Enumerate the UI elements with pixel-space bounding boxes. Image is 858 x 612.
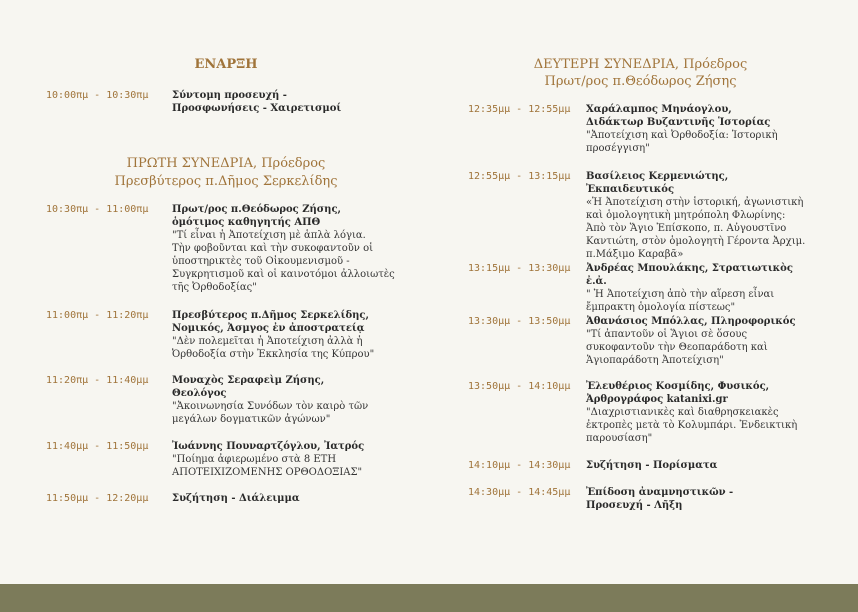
row-time: 11:40μμ - 11:50μμ bbox=[46, 441, 149, 452]
row-content bbox=[586, 315, 812, 367]
talk-line: Καντιώτη, στὸν ὁμολογητὴ Γέροντα Ἀρχιμ. bbox=[586, 236, 806, 247]
row-content bbox=[172, 440, 404, 479]
opening-heading: ΕΝΑΡΞΗ bbox=[194, 57, 258, 72]
row-content bbox=[172, 309, 404, 361]
row-time: 10:30πμ - 11:00πμ bbox=[46, 204, 149, 215]
speaker-line: Ἀνδρέας Μπουλάκης, Στρατιωτικὸς ἐ.ἀ. bbox=[586, 263, 793, 287]
talk-line: "Δὲν πολεμεῖται ἡ Ἀποτείχιση ἀλλὰ ἡ bbox=[172, 336, 363, 347]
row-content bbox=[586, 170, 812, 261]
row-time: 11:00πμ - 11:20πμ bbox=[46, 310, 149, 321]
row-time: 12:35μμ - 12:55μμ bbox=[468, 104, 571, 115]
talk-line: "Ἀποτείχιση καὶ Ὀρθοδοξία: Ἱστορικὴ bbox=[586, 130, 778, 141]
talk-line: "Τί ἀπαντοῦν οἱ Ἅγιοι σὲ ὅσους bbox=[586, 329, 748, 340]
row-time: 14:30μμ - 14:45μμ bbox=[468, 487, 571, 498]
row-time: 12:55μμ - 13:15μμ bbox=[468, 171, 571, 182]
footer-bar bbox=[0, 584, 858, 612]
speaker-line: Χαράλαμπος Μηνάογλου, bbox=[586, 104, 732, 115]
session2-heading-line-1: ΔΕΥΤΕΡΗ ΣΥΝΕΔΡΙΑ, Πρόεδρος bbox=[533, 57, 748, 72]
talk-line: "Τί εἶναι ἡ Ἀποτείχιση μὲ ἁπλὰ λόγια. bbox=[172, 230, 366, 241]
speaker-line: Ἰωάννης Πουναρτζόγλου, Ἰατρός bbox=[172, 441, 365, 452]
row-time: 14:10μμ - 14:30μμ bbox=[468, 460, 571, 471]
opening-time: 10:00πμ - 10:30πμ bbox=[46, 90, 149, 101]
speaker-line: Μοναχὸς Σεραφεὶμ Ζήσης, bbox=[172, 375, 325, 386]
talk-line: ὑποστηρικτὲς τοῦ Οἰκουμενισμοῦ - bbox=[172, 256, 350, 267]
session1-heading-line-2: Πρεσβύτερος π.Δῆμος Σερκελίδης bbox=[114, 174, 338, 189]
speaker-line: Πρεσβύτερος π.Δῆμος Σερκελίδης, bbox=[172, 310, 369, 321]
speaker-line: Συζήτηση - Πορίσματα bbox=[586, 460, 718, 471]
row-time: 11:50μμ - 12:20μμ bbox=[46, 493, 149, 504]
row-content bbox=[172, 203, 404, 294]
speaker-line: Ἐλευθέριος Κοσμίδης, Φυσικός, bbox=[586, 381, 770, 392]
speaker-line: Διδάκτωρ Βυζαντινῆς Ἱστορίας bbox=[586, 117, 771, 128]
talk-line: Ἁγιοπαράδοτη Ἀποτείχιση" bbox=[586, 355, 724, 366]
talk-line: Συγκρητισμοῦ καὶ οἱ καινοτόμοι ἀλλοιωτὲς bbox=[172, 269, 395, 280]
row-content bbox=[586, 262, 812, 314]
talk-line: παρουσίαση" bbox=[586, 433, 653, 444]
speaker-line: Προσευχή - Λῆξη bbox=[586, 500, 683, 511]
talk-line: συκοφαντοῦν τὴν Θεοπαράδοτη καὶ bbox=[586, 342, 768, 353]
row-content bbox=[586, 380, 812, 445]
speaker-line: Ἀθανάσιος Μπόλλας, Πληροφορικός bbox=[586, 316, 796, 327]
talk-line: ἔμπρακτη ὁμολογία πίστεως" bbox=[586, 302, 736, 313]
talk-line: ΑΠΟΤΕΙΧΙΖΟΜΕΝΗΣ ΟΡΘΟΔΟΞΙΑΣ" bbox=[172, 467, 363, 478]
speaker-line: Πρωτ/ρος π.Θεόδωρος Ζήσης, bbox=[172, 204, 342, 215]
row-content bbox=[172, 374, 404, 426]
speaker-line: Βασίλειος Κερμενιώτης, Ἐκπαιδευτικός bbox=[586, 171, 729, 195]
talk-line: προσέγγιση" bbox=[586, 143, 650, 154]
talk-line: μεγάλων δογματικῶν ἀγώνων" bbox=[172, 414, 331, 425]
session2-heading-line-2: Πρωτ/ρος π.Θεόδωρος Ζήσης bbox=[544, 74, 737, 89]
talk-line: Τὴν φοβοῦνται καὶ τὴν συκοφαντοῦν οἱ bbox=[172, 243, 374, 254]
talk-line: Ὀρθοδοξία στὴν Ἐκκλησία της Κύπρου" bbox=[172, 349, 375, 360]
row-content bbox=[172, 492, 404, 505]
opening-line-1: Σύντομη προσευχή - bbox=[172, 90, 287, 101]
speaker-line: Νομικός, Ἀσμγος ἐν ἀποστρατείᾳ bbox=[172, 323, 365, 334]
row-content bbox=[586, 459, 812, 472]
row-content bbox=[586, 486, 812, 512]
talk-line: "Ποίημα ἀφιερωμένο στὰ 8 ΕΤΗ bbox=[172, 454, 337, 465]
talk-line: τῆς Ὀρθοδοξίας" bbox=[172, 282, 257, 293]
row-content bbox=[586, 103, 812, 155]
talk-line: " Ἡ Ἀποτείχιση ἀπὸ τὴν αἵρεση εἶναι bbox=[586, 289, 775, 300]
row-time: 13:15μμ - 13:30μμ bbox=[468, 263, 571, 274]
row-time: 13:50μμ - 14:10μμ bbox=[468, 381, 571, 392]
talk-line: "Ἀκοινωνησία Συνόδων τὸν καιρὸ τῶν bbox=[172, 401, 369, 412]
talk-line: «Ἡ Ἀποτείχιση στὴν ἱστορική, ἀγωνιστικὴ bbox=[586, 197, 804, 208]
opening-line-2: Προσφωνήσεις - Χαιρετισμοί bbox=[172, 103, 342, 114]
row-time: 13:30μμ - 13:50μμ bbox=[468, 316, 571, 327]
row-time: 11:20πμ - 11:40μμ bbox=[46, 375, 149, 386]
opening-content bbox=[172, 89, 404, 115]
talk-line: ἐκτροπὲς μετὰ τὸ Κολυμπάρι. Ἐνδεικτικὴ bbox=[586, 420, 798, 431]
speaker-line: Ἐπίδοση ἀναμνηστικῶν - bbox=[586, 487, 734, 498]
talk-line: καὶ ὁμολογητικὴ μητρόπολη Φλωρίνης: bbox=[586, 210, 786, 221]
speaker-line: Συζήτηση - Διάλειμμα bbox=[172, 493, 300, 504]
speaker-line: Ἀρθρογράφος katanixi.gr bbox=[586, 394, 728, 405]
speaker-line: ὁμότιμος καθηγητής ΑΠΘ bbox=[172, 217, 321, 228]
speaker-line: Θεολόγος bbox=[172, 388, 227, 399]
talk-line: "Διαχριστιανικὲς καὶ διαθρησκειακὲς bbox=[586, 407, 779, 418]
talk-line: π.Μάξιμο Καραβᾶ» bbox=[586, 249, 684, 260]
session1-heading-line-1: ΠΡΩΤΗ ΣΥΝΕΔΡΙΑ, Πρόεδρος bbox=[126, 156, 326, 171]
talk-line: Ἀπὸ τὸν Ἅγιο Ἐπίσκοπο, π. Αὐγουστῖνο bbox=[586, 223, 787, 234]
